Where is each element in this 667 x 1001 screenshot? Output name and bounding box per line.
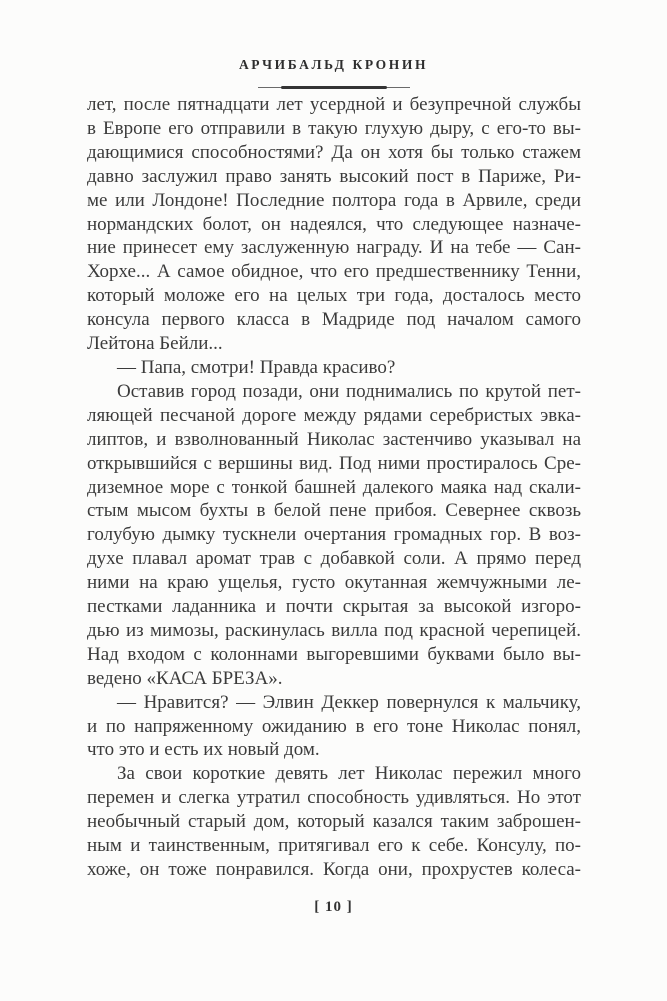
text-line: необычный старый дом, который казался таким заброшен-	[87, 811, 581, 833]
text-line: Оставив город позади, они поднимались по крутой пет-	[117, 380, 581, 402]
text-line: — Нравится? — Элвин Деккер повернулся к мальчику,	[117, 691, 581, 713]
text-line: стым мысом бухты в белой пене прибоя. Севернее сквозь	[87, 500, 581, 522]
text-line: ние принесет ему заслуженную награду. И на тебе — Сан-	[87, 237, 581, 259]
text-line: ляющей песчаной дороге между рядами серебристых эвка-	[87, 404, 581, 426]
text-line: духе плавал аромат трав с добавкой соли. А прямо перед	[87, 548, 581, 570]
text-line: лет, после пятнадцати лет усердной и безупречной службы	[87, 94, 581, 115]
text-line: Над входом с колоннами выгоревшими буквами было вы-	[87, 643, 581, 665]
text-line: За свои короткие девять лет Николас пережил много	[117, 763, 581, 785]
text-line: нормандских болот, он надеялся, что следующее назначе-	[87, 213, 581, 235]
text-line: давно заслужил право занять высокий пост в Париже, Ри-	[87, 165, 581, 187]
page-body-text	[87, 93, 581, 882]
text-line: — Папа, смотри! Правда красиво?	[117, 356, 396, 378]
text-line: диземное море с тонкой башней далекого маяка над скали-	[87, 476, 581, 498]
text-line: открывшийся с вершины вид. Под ними простиралось Сре-	[87, 452, 581, 474]
text-line: в Европе его отправили в такую глухую дыру, с его-то вы-	[87, 117, 581, 139]
text-line: Хорхе... А самое обидное, что его предшественнику Тенни,	[87, 261, 581, 283]
text-line: пестками ладанника и почти скрытая за высокой изгоро-	[87, 596, 581, 618]
text-line: ме или Лондоне! Последние полтора года в Арвиле, среди	[87, 189, 581, 211]
header-divider	[258, 86, 410, 89]
text-line: дающимися способностями? Да он хотя бы только стажем	[87, 141, 581, 163]
text-line: голубую дымку тускнели очертания громадных гор. В воз-	[87, 524, 581, 546]
text-line: который моложе его на целых три года, досталось место	[87, 285, 581, 307]
text-line: Лейтона Бейли...	[87, 333, 223, 355]
text-line: что это и есть их новый дом.	[87, 739, 320, 761]
divider-thick-line	[281, 86, 387, 89]
text-line: и по напряженному ожиданию в его тоне Николас понял,	[87, 715, 581, 737]
running-header: АРЧИБАЛЬД КРОНИН	[238, 57, 429, 72]
text-line: ведено «КАСА БРЕЗА».	[87, 667, 283, 689]
text-line: ным и таинственным, притягивал его к себе. Консулу, по-	[87, 835, 581, 857]
text-line: хоже, он тоже понравился. Когда они, прохрустев колеса-	[87, 859, 581, 880]
text-line: перемен и слегка утратил способность удивляться. Но этот	[87, 787, 581, 809]
text-line: липтов, и взволнованный Николас застенчиво указывал на	[87, 428, 581, 450]
text-line: дью из мимозы, раскинулась вилла под красной черепицей.	[87, 619, 581, 641]
page-number: [ 10 ]	[314, 899, 353, 915]
text-line: консула первого класса в Мадриде под началом самого	[87, 309, 581, 331]
text-line: ними на краю ущелья, густо окутанная жемчужными ле-	[87, 572, 581, 594]
